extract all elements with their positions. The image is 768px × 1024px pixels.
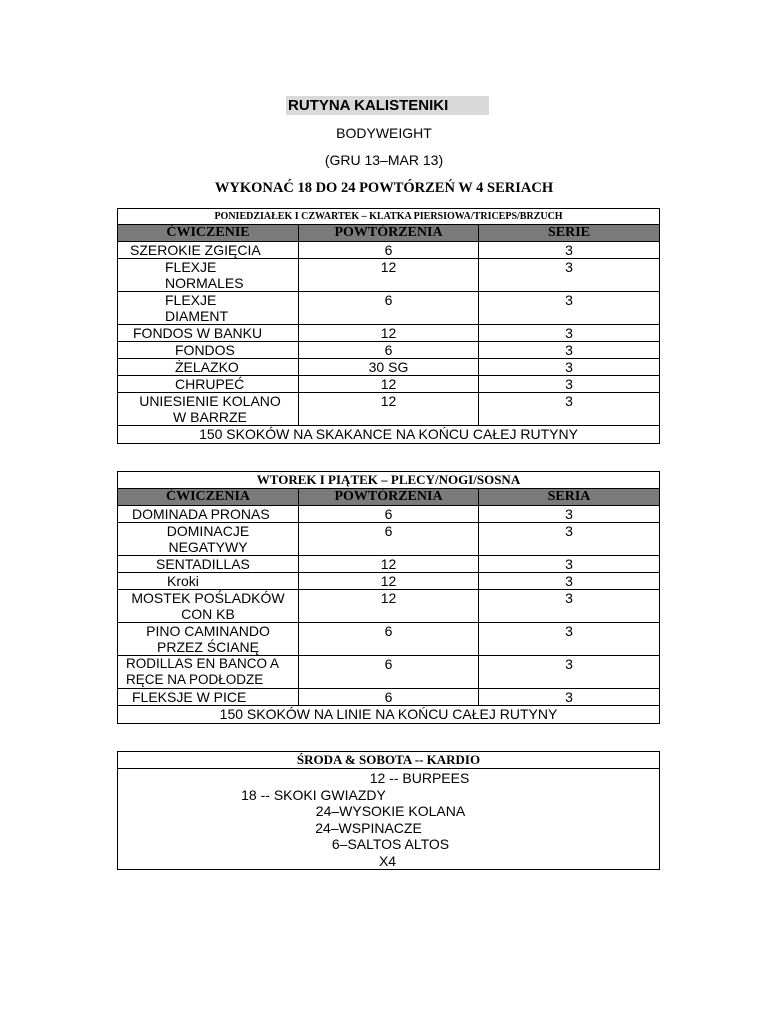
table-footer-note: 150 SKOKÓW NA LINIE NA KOŃCU CAŁEJ RUTYNY — [118, 706, 660, 724]
col-header-sets: SERIA — [479, 489, 660, 506]
col-header-reps: POWTÓRZENIA — [299, 225, 479, 242]
table-header-row — [118, 225, 660, 242]
reps-cell: 6 — [299, 689, 479, 706]
exercise-name: FLEXJE NORMALES — [118, 259, 299, 292]
reps-cell: 12 — [299, 325, 479, 342]
col-header-exercise: ĆWICZENIA — [118, 489, 299, 506]
sets-cell: 3 — [479, 573, 660, 590]
sets-cell: 3 — [479, 523, 660, 556]
instruction: WYKONAĆ 18 DO 24 POWTÓRZEŃ W 4 SERIACH — [214, 180, 554, 196]
table-row — [118, 393, 660, 426]
table-wednesday-saturday — [117, 751, 660, 870]
sets-cell: 3 — [479, 506, 660, 523]
table-tuesday-friday — [117, 471, 660, 724]
reps-cell: 12 — [299, 393, 479, 426]
table-row — [118, 623, 660, 656]
table-caption: PONIEDZIAŁEK I CZWARTEK – KLATKA PIERSIOWA/TRICEPS/BRZUCH — [118, 209, 660, 225]
cardio-list — [118, 769, 660, 870]
reps-cell: 12 — [299, 573, 479, 590]
table-row — [118, 342, 660, 359]
sets-cell: 3 — [479, 359, 660, 376]
table-row — [118, 656, 660, 689]
col-header-sets: SERIE — [479, 225, 660, 242]
table-row — [118, 523, 660, 556]
reps-cell: 30 SG — [299, 359, 479, 376]
reps-cell: 6 — [299, 506, 479, 523]
table-caption: WTOREK I PIĄTEK – PLECY/NOGI/SOSNA — [118, 472, 660, 489]
table-row — [118, 292, 660, 325]
exercise-name: DOMINACJE NEGATYWY — [118, 523, 299, 556]
list-item: 18 -- SKOKI GWIAZDY — [241, 786, 386, 803]
exercise-name: DOMINADA PRONAS — [118, 506, 299, 523]
col-header-reps: POWTÓRZENIA — [299, 489, 479, 506]
table-header-row — [118, 489, 660, 506]
table-caption: ŚRODA & SOBOTA -- KARDIO — [118, 752, 660, 769]
exercise-name: FONDOS W BANKU — [118, 325, 299, 342]
exercise-name: SENTADILLAS — [118, 556, 299, 573]
exercise-name: ŻELAZKO — [118, 359, 299, 376]
sets-cell: 3 — [479, 656, 660, 689]
sets-cell: 3 — [479, 556, 660, 573]
subtitle: BODYWEIGHT — [336, 125, 432, 141]
reps-cell: 12 — [299, 556, 479, 573]
sets-cell: 3 — [479, 623, 660, 656]
table-row — [118, 325, 660, 342]
reps-cell: 6 — [299, 523, 479, 556]
exercise-name: UNIESIENIE KOLANO W BARRZE — [118, 393, 299, 426]
sets-cell: 3 — [479, 393, 660, 426]
table-row — [118, 359, 660, 376]
date-range: (GRU 13–MAR 13) — [324, 152, 444, 168]
list-item: 6–SALTOS ALTOS — [331, 836, 450, 852]
table-row — [118, 506, 660, 523]
sets-cell: 3 — [479, 376, 660, 393]
sets-cell: 3 — [479, 325, 660, 342]
exercise-name: FLEKSJE W PICE — [118, 689, 299, 706]
list-item: X4 — [378, 852, 397, 869]
sets-cell: 3 — [479, 342, 660, 359]
sets-cell: 3 — [479, 242, 660, 259]
list-item: 24–WSPINACZE — [315, 819, 422, 836]
document-title: RUTYNA KALISTENIKI — [286, 96, 489, 115]
table-row — [118, 376, 660, 393]
reps-cell: 6 — [299, 242, 479, 259]
reps-cell: 6 — [299, 623, 479, 656]
exercise-name: Kroki — [118, 573, 299, 590]
table-row — [118, 590, 660, 623]
sets-cell: 3 — [479, 689, 660, 706]
exercise-name: FONDOS — [118, 342, 299, 359]
sets-cell: 3 — [479, 259, 660, 292]
reps-cell: 12 — [299, 590, 479, 623]
reps-cell: 6 — [299, 342, 479, 359]
table-row — [118, 573, 660, 590]
col-header-exercise: ĆWICZENIE — [118, 225, 299, 242]
exercise-name: SZEROKIE ZGIĘCIA — [118, 242, 299, 259]
exercise-name: MOSTEK POŚLADKÓW CON KB — [118, 590, 299, 623]
exercise-name: PINO CAMINANDO PRZEZ ŚCIANĘ — [118, 623, 299, 656]
exercise-name: FLEXJE DIAMENT — [118, 292, 299, 325]
reps-cell: 6 — [299, 292, 479, 325]
sets-cell: 3 — [479, 292, 660, 325]
reps-cell: 12 — [299, 259, 479, 292]
table-row — [118, 689, 660, 706]
list-item: 12 -- BURPEES — [369, 770, 470, 786]
table-row — [118, 242, 660, 259]
table-footer-note: 150 SKOKÓW NA SKAKANCE NA KOŃCU CAŁEJ RUTYNY — [118, 426, 660, 444]
table-row — [118, 556, 660, 573]
exercise-name: RODILLAS EN BANCO A RĘCE NA PODŁODZE — [118, 656, 299, 689]
reps-cell: 6 — [299, 656, 479, 689]
table-row — [118, 259, 660, 292]
sets-cell: 3 — [479, 590, 660, 623]
table-monday-thursday — [117, 208, 660, 444]
list-item: 24–WYSOKIE KOLANA — [315, 803, 466, 819]
exercise-name: CHRUPEĆ — [118, 376, 299, 393]
reps-cell: 12 — [299, 376, 479, 393]
